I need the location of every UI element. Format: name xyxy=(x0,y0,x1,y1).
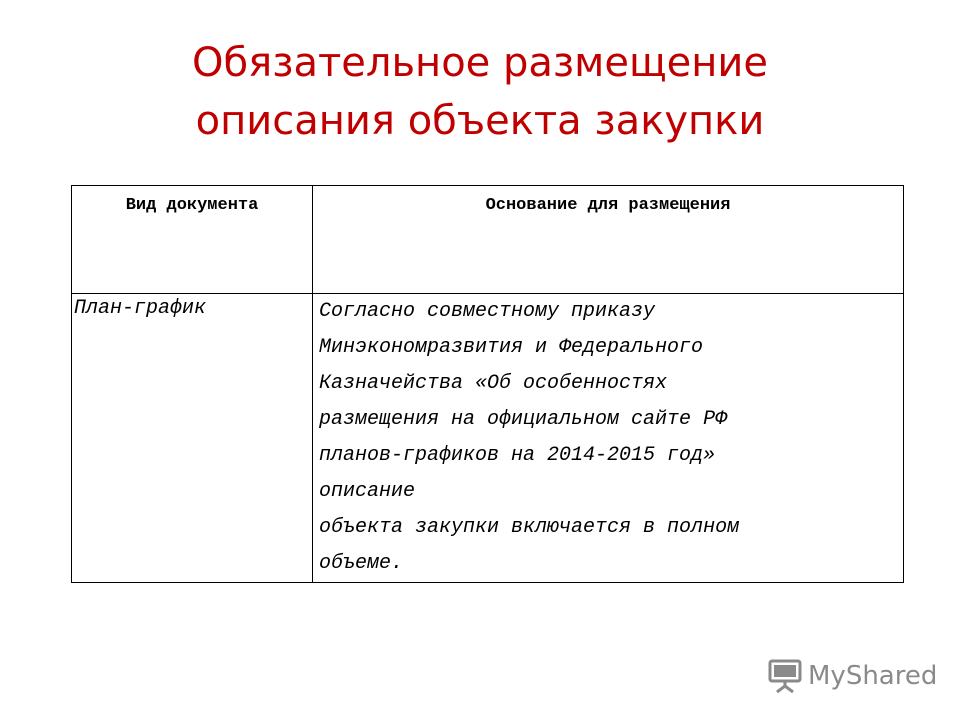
slide-title xyxy=(0,34,960,150)
table-header-row xyxy=(72,186,904,294)
header-document-type: Вид документа xyxy=(72,186,313,294)
basis-text-line: планов-графиков на 2014-2015 год» xyxy=(319,444,716,467)
header-placement-basis: Основание для размещения xyxy=(313,186,904,294)
myshared-logo-text: MyShared xyxy=(808,661,938,691)
basis-text-line: объекта закупки включается в полном xyxy=(319,516,740,539)
document-table xyxy=(71,185,904,583)
myshared-logo xyxy=(768,656,937,696)
slide-title-line-1: Обязательное размещение xyxy=(192,40,768,86)
basis-text-line: описание xyxy=(319,480,416,503)
slide-title-line-2: описания объекта закупки xyxy=(195,98,765,144)
basis-text-line: размещения на официальном сайте РФ xyxy=(319,408,728,431)
basis-text-line: Минэкономразвития и Федерального xyxy=(319,336,704,359)
cell-document-type: План-график xyxy=(72,294,313,583)
basis-text-line: Согласно совместному приказу xyxy=(319,300,656,323)
basis-text-line: объеме. xyxy=(319,552,404,575)
presentation-board-icon xyxy=(768,658,802,694)
basis-text-line: Казначейства «Об особенностях xyxy=(319,372,668,395)
cell-placement-basis xyxy=(313,294,904,583)
table-row xyxy=(72,294,904,583)
